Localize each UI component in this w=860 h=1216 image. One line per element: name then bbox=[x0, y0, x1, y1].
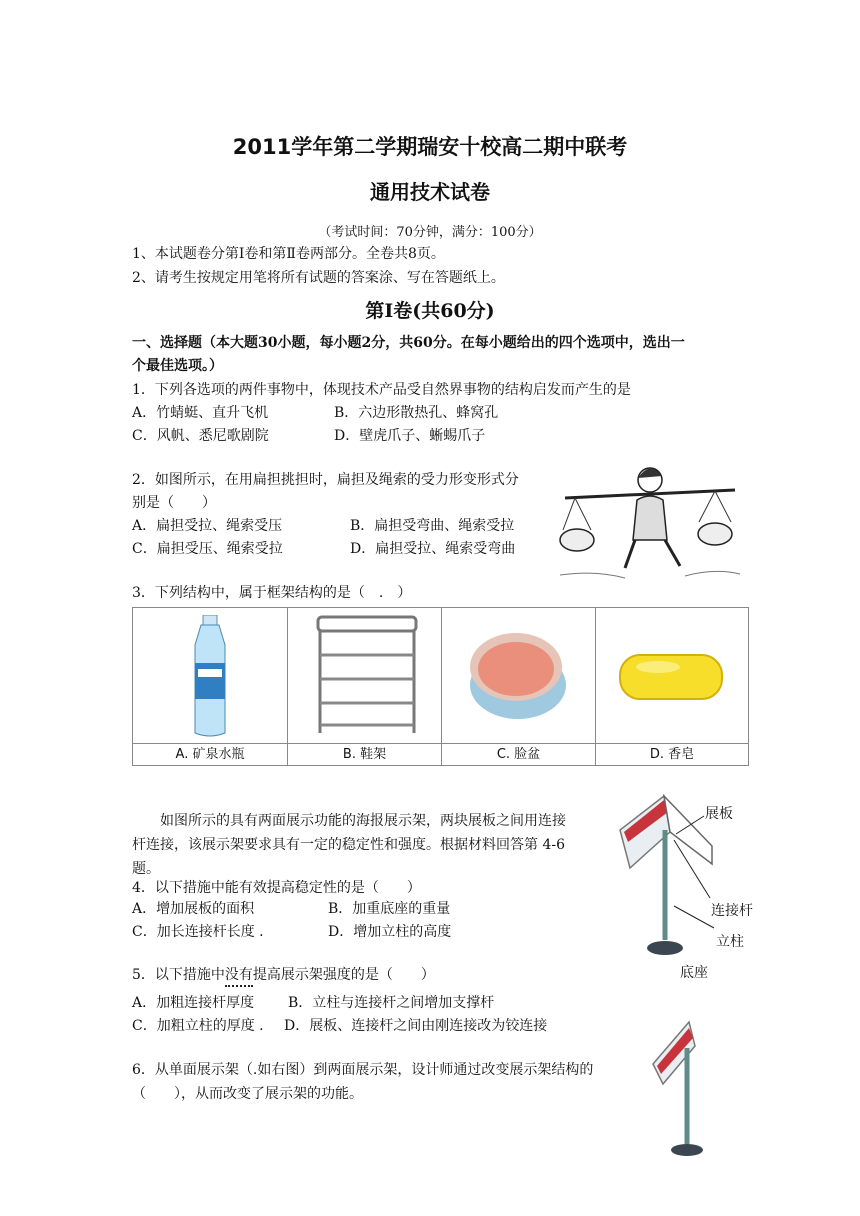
q2-option-d: D．扁担受拉、绳索受弯曲 bbox=[350, 541, 516, 557]
q1-option-a: A．竹蜻蜓、直升飞机 bbox=[132, 405, 269, 421]
q5-option-a: A．加粗连接杆厚度 bbox=[132, 995, 255, 1011]
q1-option-b: B．六边形散热孔、蜂窝孔 bbox=[334, 405, 499, 421]
material-line-2: 杆连接，该展示架要求具有一定的稳定性和强度。根据材料回答第 4-6 bbox=[132, 837, 565, 853]
q4-option-c: C．加长连接杆长度 . bbox=[132, 924, 264, 940]
exam-info: （考试时间：70分钟，满分：100分） bbox=[318, 225, 542, 240]
label-board: 展板 bbox=[705, 806, 733, 822]
q3-option-a-label: A. 矿泉水瓶 bbox=[133, 743, 287, 766]
q5-option-c: C．加粗立柱的厚度 . bbox=[132, 1018, 264, 1034]
q3-option-c-label: C. 脸盆 bbox=[442, 743, 595, 766]
q1-option-c: C．风帆、悉尼歌剧院 bbox=[132, 428, 269, 444]
exam-title: 2011学年第二学期瑞安十校高二期中联考 bbox=[232, 135, 628, 159]
q3-option-d-label: D. 香皂 bbox=[596, 743, 748, 766]
section-heading: 第Ⅰ卷(共60分) bbox=[365, 300, 495, 322]
label-post: 立柱 bbox=[716, 934, 744, 950]
note-2: 2、请考生按规定用笔将所有试题的答案涂、写在答题纸上。 bbox=[132, 270, 505, 286]
label-base: 底座 bbox=[680, 965, 708, 981]
q2-stem-1: 2．如图所示，在用扁担挑担时，扁担及绳索的受力形变形式分 bbox=[132, 472, 519, 488]
q2-option-a: A．扁担受拉、绳索受压 bbox=[132, 518, 283, 534]
q3-stem: 3．下列结构中，属于框架结构的是（ . ） bbox=[132, 585, 412, 601]
washbasin-icon bbox=[466, 625, 570, 725]
q5-option-d: D．展板、连接杆之间由刚连接改为铰连接 bbox=[284, 1018, 548, 1034]
q2-option-b: B．扁担受弯曲、绳索受拉 bbox=[350, 518, 515, 534]
q5-stem-pre: 5．以下措施中 bbox=[132, 967, 225, 983]
q5-stem bbox=[132, 964, 435, 984]
q4-option-b: B．加重底座的重量 bbox=[328, 901, 451, 917]
single-display-stand-illustration bbox=[645, 1018, 715, 1160]
q3-cell-a[interactable] bbox=[133, 607, 288, 766]
q4-option-a: A．增加展板的面积 bbox=[132, 901, 255, 917]
q5-stem-emphasis: 没有 bbox=[224, 967, 253, 983]
shoe-rack-icon bbox=[306, 615, 424, 737]
label-rod: 连接杆 bbox=[711, 903, 753, 919]
q6-stem-1: 6．从单面展示架（.如右图）到两面展示架，设计师通过改变展示架结构的 bbox=[132, 1062, 594, 1078]
q5-stem-post: 提高展示架强度的是（ ） bbox=[252, 967, 435, 983]
q1-option-d: D．壁虎爪子、蜥蜴爪子 bbox=[334, 428, 486, 444]
section-instruction-1: 一、选择题（本大题30小题，每小题2分，共60分。在每小题给出的四个选项中，选出一 bbox=[132, 335, 685, 351]
q2-option-c: C．扁担受压、绳索受拉 bbox=[132, 541, 283, 557]
q3-option-b-label: B. 鞋架 bbox=[288, 743, 441, 766]
q1-stem: 1．下列各选项的两件事物中，体现技术产品受自然界事物的结构启发而产生的是 bbox=[132, 382, 631, 398]
q5-option-b: B．立柱与连接杆之间增加支撑杆 bbox=[288, 995, 495, 1011]
water-bottle-icon bbox=[183, 615, 237, 739]
material-line-3: 题。 bbox=[132, 861, 160, 877]
q3-cell-d[interactable] bbox=[596, 607, 748, 766]
callout-lines bbox=[660, 810, 720, 930]
section-instruction-2: 个最佳选项。） bbox=[132, 358, 223, 374]
carrying-pole-illustration bbox=[555, 460, 743, 590]
q4-option-d: D．增加立柱的高度 bbox=[328, 924, 452, 940]
note-1: 1、本试题卷分第Ⅰ卷和第Ⅱ卷两部分。全卷共8页。 bbox=[132, 246, 445, 262]
material-line-1: 如图所示的具有两面展示功能的海报展示架，两块展板之间用连接 bbox=[160, 813, 566, 829]
q6-stem-2: （ ），从而改变了展示架的功能。 bbox=[132, 1086, 363, 1102]
exam-subtitle: 通用技术试卷 bbox=[370, 180, 490, 204]
q3-cell-b[interactable] bbox=[288, 607, 442, 766]
soap-icon bbox=[618, 647, 726, 707]
q3-cell-c[interactable] bbox=[442, 607, 596, 766]
q2-stem-2: 别是（ ） bbox=[132, 495, 216, 511]
q4-stem: 4．以下措施中能有效提高稳定性的是（ ） bbox=[132, 880, 421, 896]
